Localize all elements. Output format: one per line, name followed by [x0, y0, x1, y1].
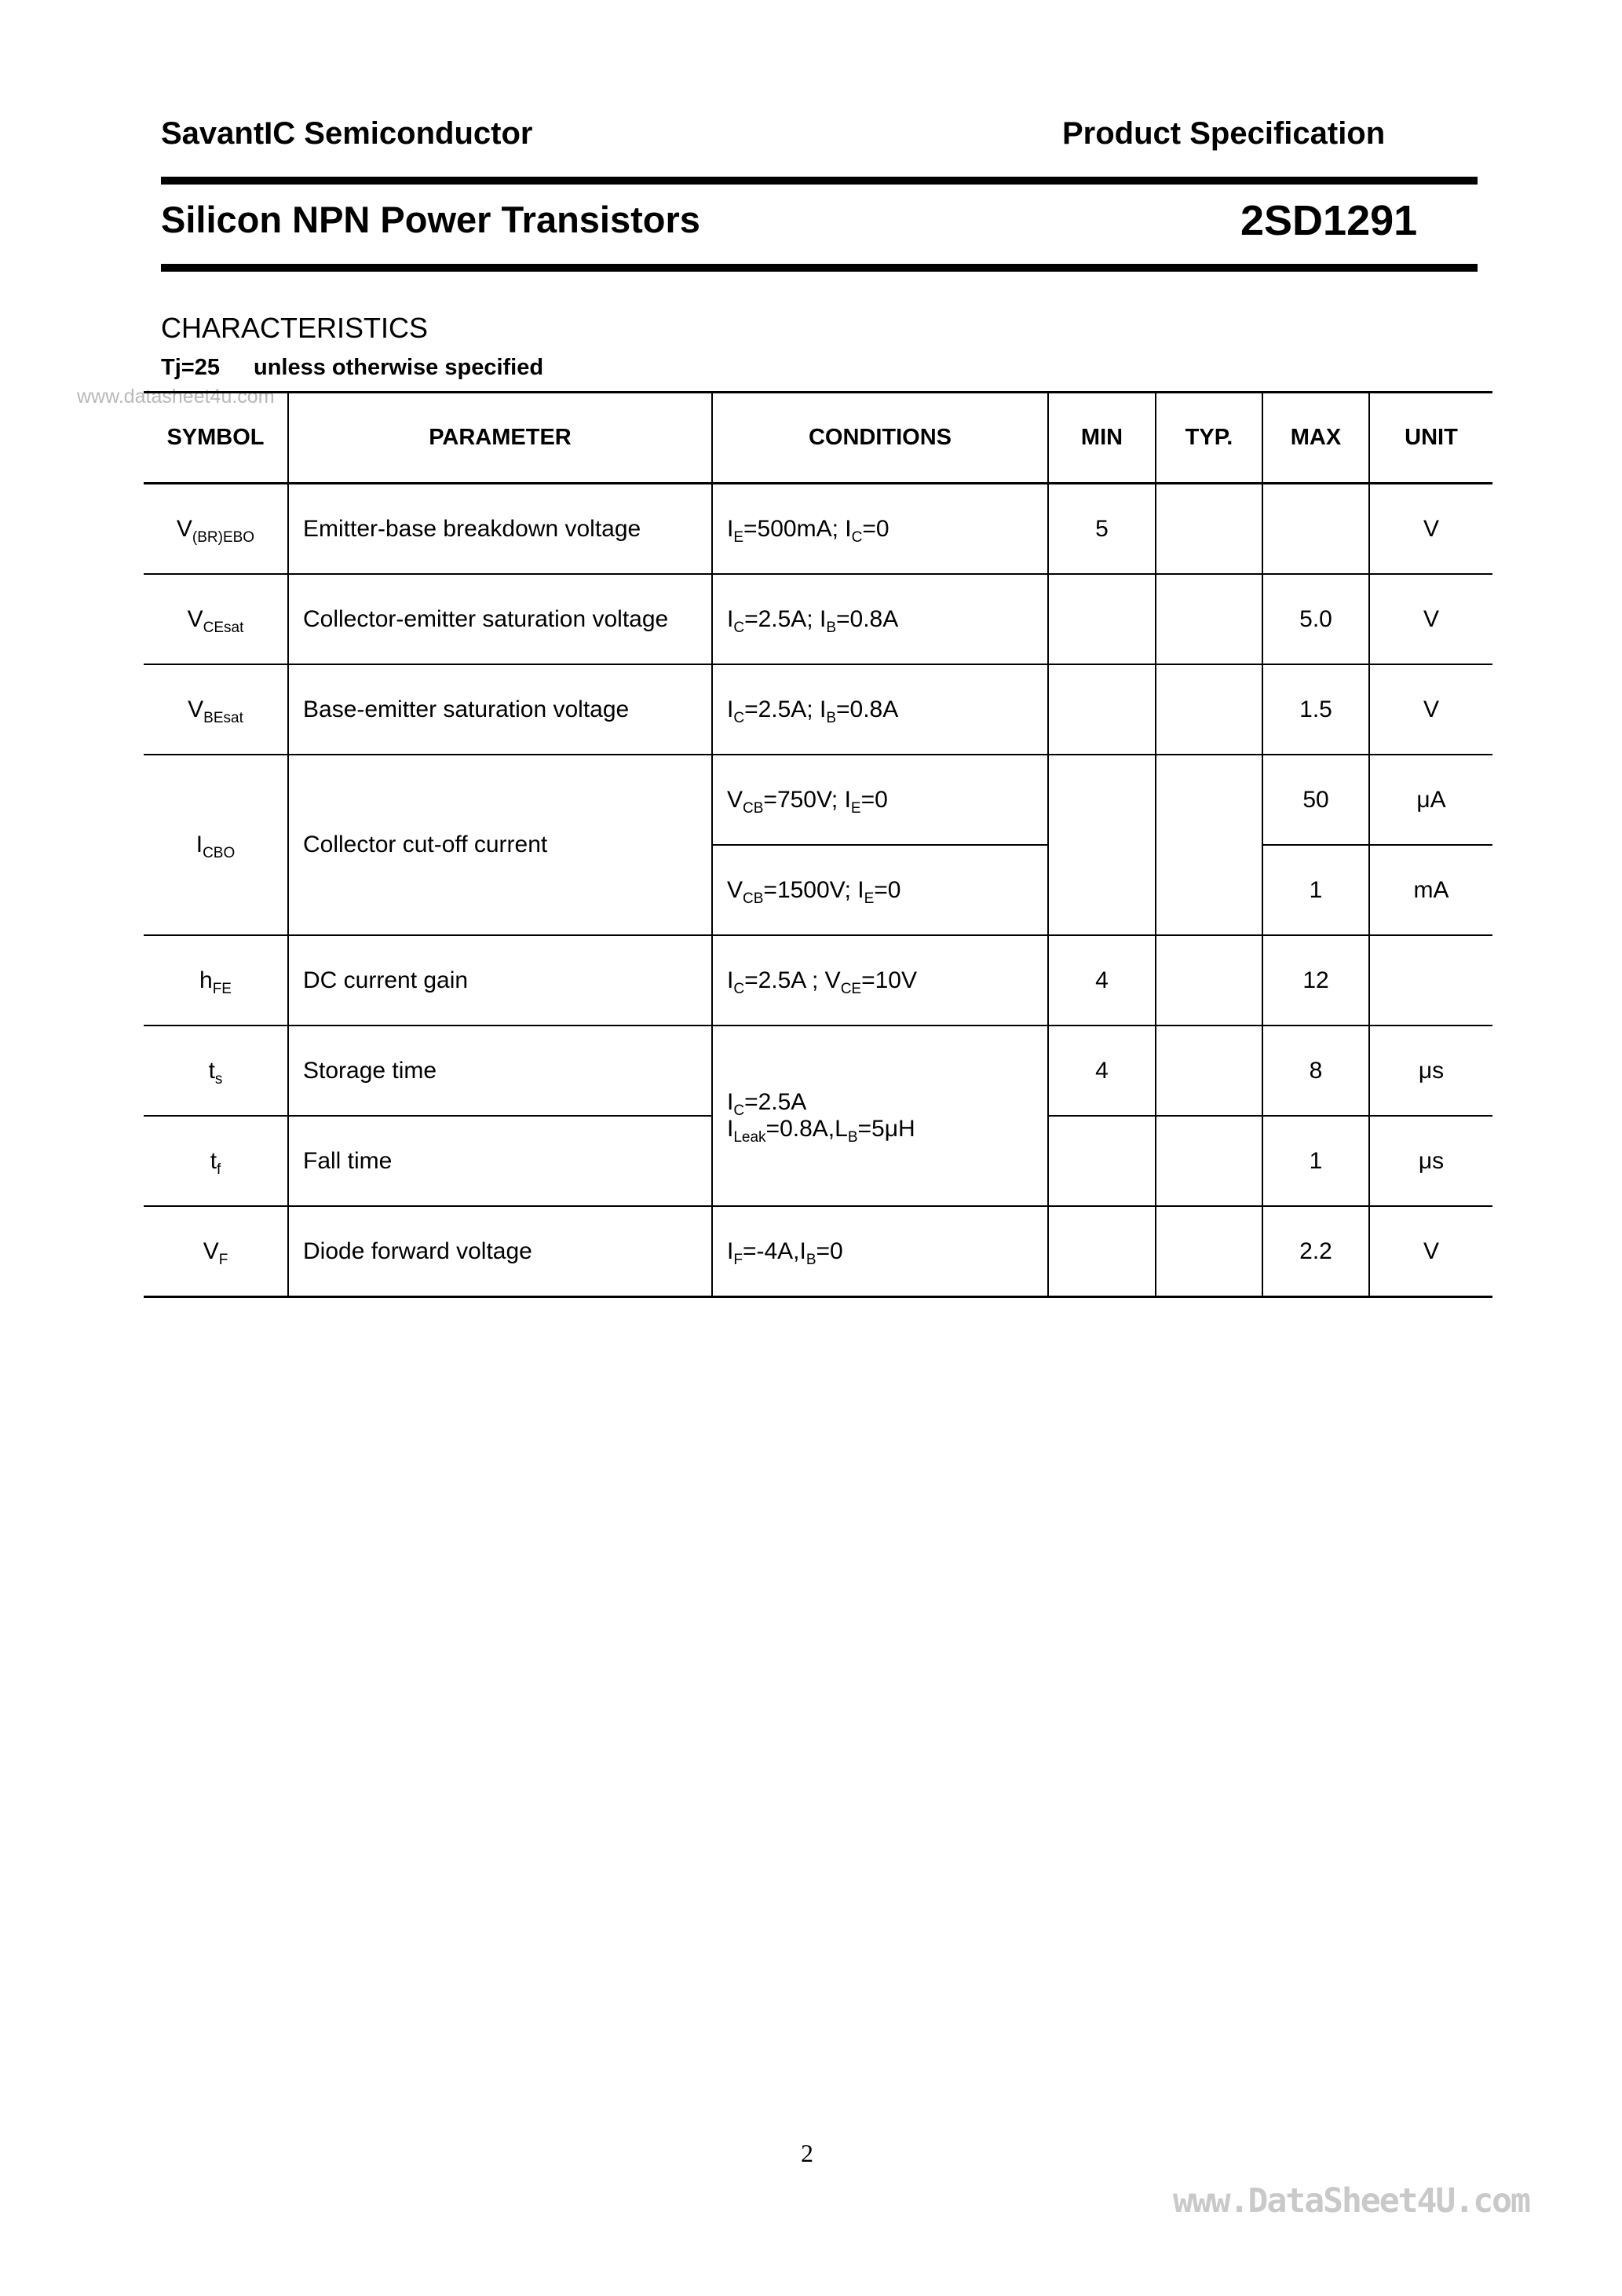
parameter-cell: Fall time: [288, 1116, 712, 1206]
symbol-cell: $t_f$: [144, 1116, 288, 1206]
conditions-cell: $I_C=2.5A$; $I_B=0.8A$: [712, 664, 1048, 755]
document-title: Silicon NPN Power Transistors: [161, 199, 700, 240]
typ-cell: [1156, 484, 1262, 575]
max-cell: 50: [1262, 755, 1369, 845]
min-cell: 4: [1048, 935, 1156, 1026]
table-row: [144, 664, 1492, 755]
typ-cell: [1156, 755, 1262, 935]
max-cell: 2.2: [1262, 1206, 1369, 1297]
section-heading: CHARACTERISTICS: [161, 312, 429, 344]
typ-cell: [1156, 935, 1262, 1026]
conditions-cell: [712, 1026, 1048, 1206]
parameter-cell: Base-emitter saturation voltage: [288, 664, 712, 755]
parameter-cell: DC current gain: [288, 935, 712, 1026]
symbol-cell: $V_{(BR)EBO}$: [144, 484, 288, 575]
symbol-cell: $V_{CEsat}$: [144, 574, 288, 664]
header-conditions: CONDITIONS: [712, 393, 1048, 484]
typ-cell: [1156, 664, 1262, 755]
unit-cell: V: [1369, 574, 1492, 664]
symbol-cell: $t_s$: [144, 1026, 288, 1116]
parameter-cell: Diode forward voltage: [288, 1206, 712, 1297]
unit-cell: μs: [1369, 1116, 1492, 1206]
conditions-cell: $V_{CB}=750V$; $I_E=0$: [712, 755, 1048, 845]
typ-cell: [1156, 1206, 1262, 1297]
parameter-cell: Emitter-base breakdown voltage: [288, 484, 712, 575]
unit-cell: V: [1369, 484, 1492, 575]
symbol-cell: $V_{BEsat}$: [144, 664, 288, 755]
footer-watermark: www.DataSheet4U.com: [1173, 2181, 1529, 2221]
conditions-cell: $I_F=-4A,I_B=0$: [712, 1206, 1048, 1297]
unit-cell: [1369, 935, 1492, 1026]
min-cell: [1048, 574, 1156, 664]
parameter-cell: Collector-emitter saturation voltage: [288, 574, 712, 664]
characteristics-table: [144, 391, 1492, 1298]
min-cell: [1048, 755, 1156, 935]
max-cell: [1262, 484, 1369, 575]
header-max: MAX: [1262, 393, 1369, 484]
test-condition: [161, 355, 543, 381]
conditions-cell: $I_C=2.5A$; $I_B=0.8A$: [712, 574, 1048, 664]
symbol-cell: $V_F$: [144, 1206, 288, 1297]
max-cell: 5.0: [1262, 574, 1369, 664]
condition-line: $I_{Leak}=0.8A,L_B=5\mu H$: [727, 1116, 915, 1146]
unit-cell: μA: [1369, 755, 1492, 845]
max-cell: 1.5: [1262, 664, 1369, 755]
table-row: [144, 755, 1492, 845]
min-cell: 5: [1048, 484, 1156, 575]
conditions-cell: $V_{CB}=1500V$; $I_E=0$: [712, 845, 1048, 935]
parameter-cell: Storage time: [288, 1026, 712, 1116]
min-cell: [1048, 1116, 1156, 1206]
min-cell: 4: [1048, 1026, 1156, 1116]
unit-cell: V: [1369, 1206, 1492, 1297]
header-unit: UNIT: [1369, 393, 1492, 484]
min-cell: [1048, 1206, 1156, 1297]
unit-cell: mA: [1369, 845, 1492, 935]
part-number: 2SD1291: [1240, 197, 1418, 244]
unit-cell: V: [1369, 664, 1492, 755]
page-number: 2: [801, 2139, 813, 2167]
company-name: SavantIC Semiconductor: [161, 116, 533, 151]
symbol-cell: $I_{CBO}$: [144, 755, 288, 935]
table-row: [144, 1206, 1492, 1297]
symbol-cell: $h_{FE}$: [144, 935, 288, 1026]
max-cell: 1: [1262, 845, 1369, 935]
table-row: [144, 484, 1492, 575]
unit-cell: μs: [1369, 1026, 1492, 1116]
condition-line: $I_C=2.5A$: [727, 1089, 807, 1119]
typ-cell: [1156, 1116, 1262, 1206]
conditions-cell: $I_E=500mA$; $I_C=0$: [712, 484, 1048, 575]
max-cell: 1: [1262, 1116, 1369, 1206]
typ-cell: [1156, 1026, 1262, 1116]
junction-temperature: Tj=25: [161, 355, 220, 380]
header-typ: TYP.: [1156, 393, 1262, 484]
table-row: [144, 1026, 1492, 1116]
small-watermark: www.datasheet4u.com: [77, 386, 275, 408]
table-row: [144, 574, 1492, 664]
max-cell: 12: [1262, 935, 1369, 1026]
table-header-row: [144, 393, 1492, 484]
header-rule-bottom: [161, 264, 1478, 272]
header-parameter: PARAMETER: [288, 393, 712, 484]
header-rule-top: [161, 177, 1478, 185]
table-row: [144, 935, 1492, 1026]
min-cell: [1048, 664, 1156, 755]
header-symbol: SYMBOL: [144, 393, 288, 484]
max-cell: 8: [1262, 1026, 1369, 1116]
header-min: MIN: [1048, 393, 1156, 484]
parameter-cell: Collector cut-off current: [288, 755, 712, 935]
conditions-cell: $I_C=2.5A$ ; $V_{CE}=10V$: [712, 935, 1048, 1026]
document-type: Product Specification: [1062, 116, 1386, 151]
condition-note: unless otherwise specified: [254, 355, 544, 380]
typ-cell: [1156, 574, 1262, 664]
